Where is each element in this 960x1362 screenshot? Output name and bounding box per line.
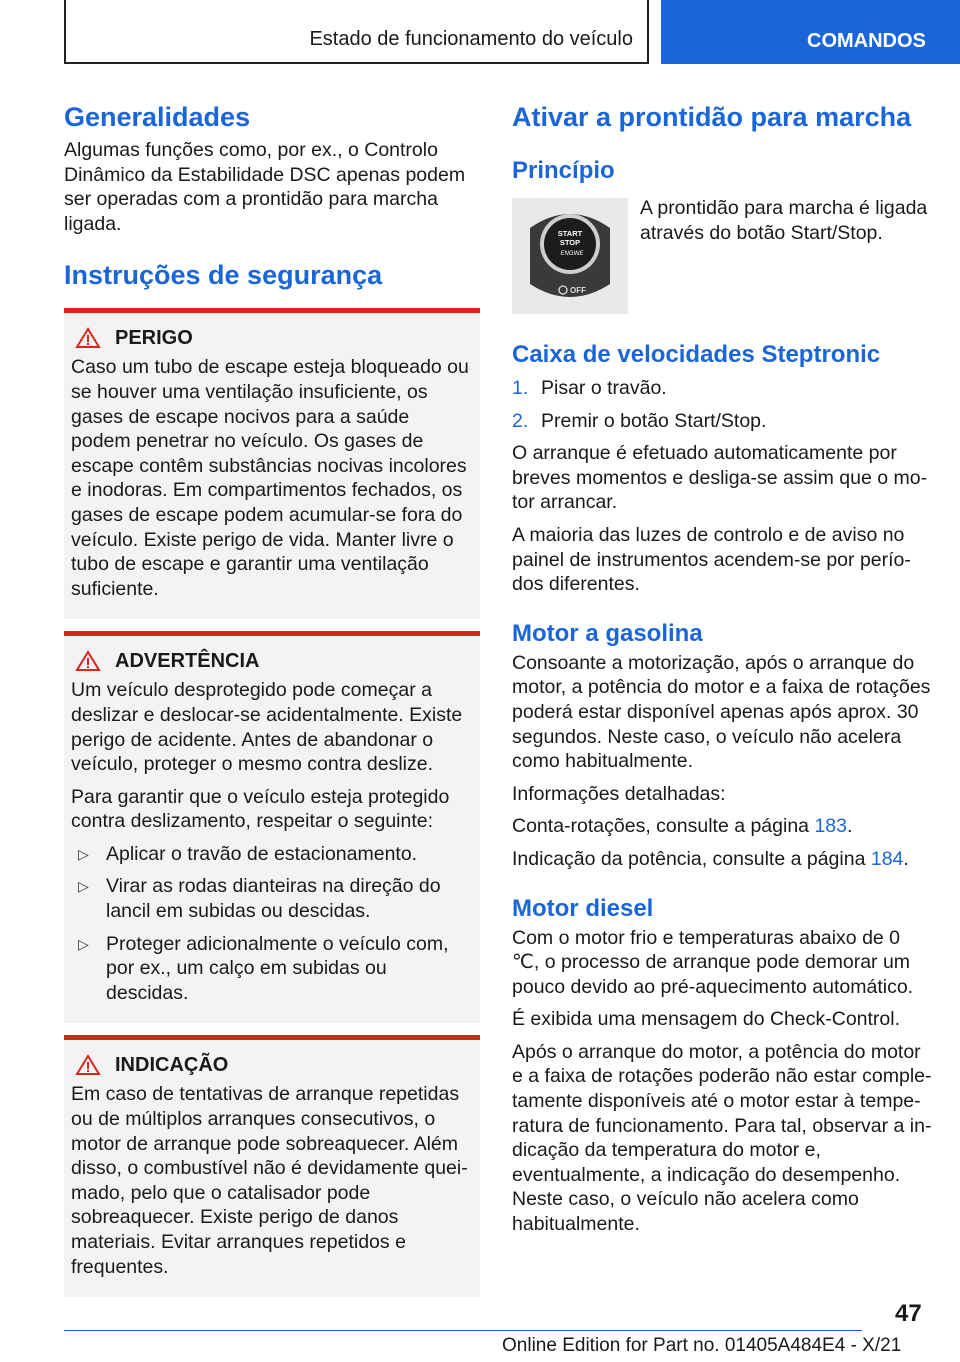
ref-text: Conta-rotações, consulte a página — [512, 815, 815, 838]
page-link-183[interactable]: 183 — [814, 815, 847, 838]
step-number: 1. — [512, 377, 529, 399]
triangle-bullet-icon: ▷ — [78, 878, 89, 895]
list-item — [71, 842, 472, 867]
warning-triangle-icon — [75, 650, 101, 672]
list-item — [71, 932, 472, 1006]
button-label-stop: STOP — [559, 238, 581, 247]
warning-title-text: ADVERTÊNCIA — [115, 650, 260, 673]
ref-dot: . — [903, 847, 909, 870]
header-section-box — [64, 0, 649, 64]
header-section-title: Estado de funcionamento do veículo — [309, 28, 633, 50]
step-number: 2. — [512, 409, 529, 432]
triangle-bullet-icon: ▷ — [78, 935, 89, 952]
button-label-engine: ENGINE — [560, 251, 584, 257]
button-label-start: START — [557, 229, 583, 238]
petrol-ref-power — [512, 847, 932, 872]
header-chapter-label: COMANDOS — [807, 30, 926, 52]
notice-title-text: INDICAÇÃO — [115, 1054, 229, 1077]
right-column — [512, 100, 932, 1237]
notice-title — [71, 1052, 472, 1078]
principle-row — [512, 198, 932, 314]
warning-text-2: Para garantir que o veículo esteja protegido contra deslizamento, respeitar o seguinte: — [71, 785, 450, 833]
steptronic-steps — [512, 376, 932, 433]
triangle-bullet-icon: ▷ — [78, 845, 89, 862]
page-link-184[interactable]: 184 — [870, 847, 904, 870]
list-item — [512, 409, 932, 434]
list-item — [71, 874, 472, 923]
button-label-off: OFF — [570, 286, 586, 295]
warning-triangle-icon — [75, 1054, 101, 1076]
steptronic-heading: Caixa de velocidades Steptronic — [512, 341, 881, 368]
left-column — [64, 100, 480, 1297]
step-text: Premir o botão Start/Stop. — [541, 409, 767, 432]
principle-heading: Princípio — [512, 157, 615, 184]
diesel-heading: Motor diesel — [512, 894, 654, 922]
list-item — [512, 376, 932, 401]
start-stop-button-icon — [512, 198, 628, 314]
header-chapter-tab[interactable] — [661, 0, 960, 64]
edition-text: Online Edition for Part no. 01405A484E4 - X/21 — [502, 1335, 902, 1356]
petrol-heading: Motor a gasolina — [512, 619, 703, 647]
principle-text: A prontidão para marcha é ligada através do botão Start/Stop. — [640, 197, 928, 244]
warning-bullet-list — [71, 842, 472, 1006]
warning-box — [64, 631, 480, 1023]
start-stop-button-image — [512, 198, 628, 314]
safety-heading: Instruções de segurança — [64, 260, 383, 291]
page-header — [0, 0, 960, 66]
danger-title — [71, 325, 472, 351]
warning-text-1: Um veículo desprotegido pode começar a deslizar e deslocar-se acidentalmente. Existe perigo de acidente. Antes de abandonar o veículo, proteger o mesmo contra deslize. — [71, 679, 463, 776]
danger-text: Caso um tubo de escape esteja bloqueado ou se houver uma ventilação insuficiente, os gases de escape nocivos para a saúde podem penetrar no veículo. Os gases de escape contêm substâncias nocivas incolores e inodoras. Em compartimentos fechados, os gases de escape podem acumular-se fora do veículo. Existe perigo de vida. Manter livre o tubo de escape e garantir uma ventilação suficiente. — [71, 356, 469, 600]
petrol-ref-rev-counter — [512, 814, 932, 839]
notice-box — [64, 1035, 480, 1297]
generalidades-text: Algumas funções como, por ex., o Controlo Dinâmico da Estabilidade DSC apenas podem ser operadas com a prontidão para marcha ligada. — [64, 139, 466, 235]
diesel-text-2: É exibida uma mensagem do Check-Control. — [512, 1008, 901, 1031]
ref-dot: . — [847, 815, 853, 838]
step-text: Pisar o travão. — [541, 377, 667, 399]
steptronic-text-2: A maioria das luzes de controlo e de aviso no painel de instrumentos acendem-se por períodos diferentes. — [512, 523, 911, 596]
steptronic-text-1: O arranque é efetuado automaticamente por breves momentos e desliga-se assim que o motor arrancar. — [512, 442, 928, 514]
diesel-text-3: Após o arranque do motor, a potência do motor e a faixa de rotações poderão não estar completamente disponíveis até o motor estar à temperatura de funcionamento. Para tal, observar a indicação da temperatura do motor e, eventualmente, a indicação do desempenho. Neste caso, o veículo não acelera como habitualmente. — [512, 1040, 932, 1236]
list-item-text: Virar as rodas dianteiras na direção do lancil em subidas ou descidas. — [106, 875, 441, 923]
list-item-text: Proteger adicionalmente o veículo com, por ex., um calço em subidas ou descidas. — [106, 932, 449, 1004]
warning-title — [71, 648, 472, 674]
petrol-text-2: Informações detalhadas: — [512, 782, 726, 805]
notice-text: Em caso de tentativas de arranque repetidas ou de múltiplos arranques consecutivos, o motor de arranque pode sobreaquecer. Além disso, o combustível não é devidamente queimado, pelo que o catalisador pode sobreaquecer. Existe perigo de danos materiais. Evitar arranques repetidos e frequentes. — [71, 1083, 468, 1278]
activate-heading: Ativar a prontidão para marcha — [512, 102, 912, 132]
warning-triangle-icon — [75, 327, 101, 349]
page-number: 47 — [895, 1300, 922, 1327]
list-item-text: Aplicar o travão de estacionamento. — [106, 842, 418, 865]
danger-title-text: PERIGO — [115, 327, 193, 350]
petrol-text-1: Consoante a motorização, após o arranque do motor, a potência do motor e a faixa de rotações poderá estar disponível apenas após aprox. 30 segundos. Neste caso, o veículo não acelera como habitualmente. — [512, 651, 931, 773]
generalidades-heading: Generalidades — [64, 102, 251, 132]
danger-box — [64, 308, 480, 619]
diesel-text-1: Com o motor frio e temperaturas abaixo de 0 ℃, o processo de arranque pode demorar um pouco devido ao pré-aquecimento automático. — [512, 926, 914, 998]
ref-text: Indicação da potência, consulte a página — [512, 847, 871, 870]
footer-divider — [64, 1330, 862, 1331]
